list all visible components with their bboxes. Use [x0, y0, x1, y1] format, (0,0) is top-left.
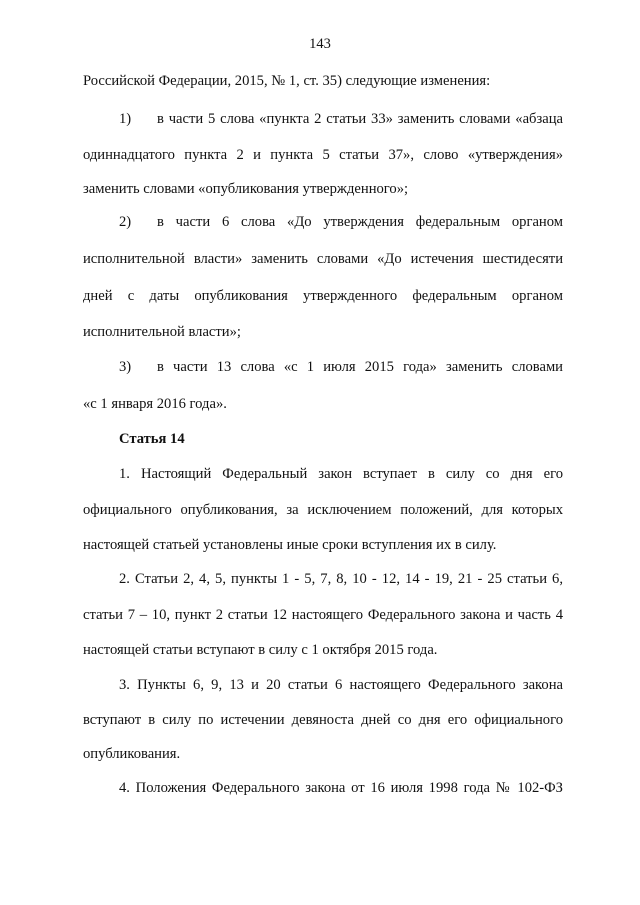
text-line: вступают в силу по истечении девяноста дней со дня его официального [83, 712, 563, 728]
text-line: заменить словами «опубликования утвержденного»; [83, 181, 409, 197]
list-number: 2) [119, 214, 132, 230]
text-line: 1. Настоящий Федеральный закон вступает в силу со дня его [119, 466, 563, 482]
text-line: дней с даты опубликования утвержденного федеральным органом [83, 288, 563, 304]
text-line: Российской Федерации, 2015, № 1, ст. 35) следующие изменения: [83, 73, 491, 89]
text-line: опубликования. [83, 746, 181, 762]
text-line: 2. Статьи 2, 4, 5, пункты 1 - 5, 7, 8, 10 - 12, 14 - 19, 21 - 25 статьи 6, [119, 571, 563, 587]
text-line: «с 1 января 2016 года». [83, 396, 227, 412]
list-number: 1) [119, 111, 132, 127]
text-line: в части 6 слова «До утверждения федеральным органом [157, 214, 563, 230]
list-item-1 [119, 110, 563, 128]
page-number: 143 [309, 36, 331, 52]
text-line: официального опубликования, за исключением положений, для которых [83, 502, 563, 518]
text-line: одиннадцатого пункта 2 и пункта 5 статьи 37», слово «утверждения» [83, 147, 563, 163]
text-line: в части 5 слова «пункта 2 статьи 33» заменить словами «абзаца [157, 111, 563, 127]
text-line: исполнительной власти»; [83, 324, 241, 340]
article-heading: Статья 14 [119, 431, 185, 447]
text-line: статьи 7 – 10, пункт 2 статьи 12 настоящего Федерального закона и часть 4 [83, 607, 563, 623]
list-item-2 [119, 213, 563, 231]
text-line: в части 13 слова «с 1 июля 2015 года» заменить словами [157, 359, 563, 375]
text-line: исполнительной власти» заменить словами «До истечения шестидесяти [83, 251, 563, 267]
text-line: 4. Положения Федерального закона от 16 июля 1998 года № 102-ФЗ [119, 780, 563, 796]
text-line: настоящей статьей установлены иные сроки вступления их в силу. [83, 537, 497, 553]
text-line: 3. Пункты 6, 9, 13 и 20 статьи 6 настоящего Федерального закона [119, 677, 563, 693]
text-line: настоящей статьи вступают в силу с 1 октября 2015 года. [83, 642, 438, 658]
list-item-3 [119, 358, 563, 376]
list-number: 3) [119, 359, 132, 375]
